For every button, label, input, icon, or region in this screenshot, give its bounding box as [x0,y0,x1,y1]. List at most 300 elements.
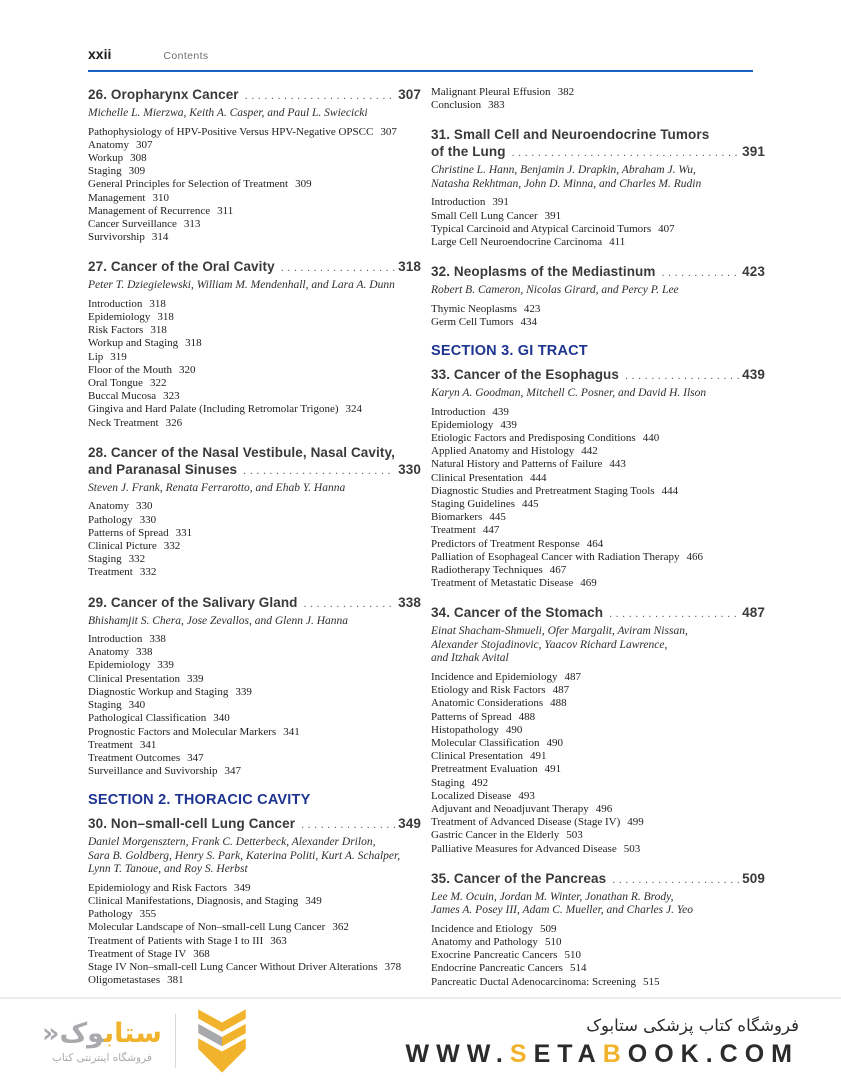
toc-dot-leader [243,463,395,480]
toc-entry-text: Epidemiology [88,659,151,672]
toc-title-line [88,815,421,834]
toc-entries [431,86,765,112]
toc-entry-page: 490 [546,736,563,749]
toc-entry-page: 319 [110,350,127,363]
toc-entry-text: Epidemiology and Risk Factors [88,881,228,894]
toc-entry [431,750,765,763]
toc-entry [88,390,421,403]
toc-entry-page: 514 [569,962,587,975]
store-url-segment: S [509,1039,534,1068]
toc-entry [431,697,765,710]
toc-entry-page: 383 [488,99,505,112]
toc-entry-page: 309 [295,178,312,191]
toc-entry-text: Treatment of Stage IV [88,947,187,960]
toc-entry-page: 330 [139,513,157,526]
toc-dot-leader [281,260,395,277]
toc-entry-page: 332 [163,539,181,552]
toc-authors [88,107,421,121]
toc-entry-text: Conclusion [431,99,482,112]
toc-entry-page: 488 [550,697,567,710]
toc-entry-page: 330 [135,500,153,513]
toc-entry [431,724,765,737]
toc-entry-page: 442 [581,445,598,458]
toc-authors [88,615,421,629]
setabook-logo-subtitle: فروشگاه اینترنتی کتاب [51,1051,152,1064]
toc-entry-page: 331 [175,526,193,539]
toc-entry [431,524,765,537]
toc-entry-text: Treatment [431,524,476,537]
toc-entry-page: 339 [157,659,174,672]
toc-entry-text: Clinical Presentation [431,750,523,763]
toc-entry-page: 509 [540,922,557,935]
toc-entry [88,908,421,921]
toc-chapter-page: 318 [398,259,421,275]
running-title: Contents [163,50,209,62]
toc-entry-page [643,989,660,990]
toc-entry [88,895,421,908]
toc-entry-text: Clinical Presentation [431,471,523,484]
toc-entry-text: Pathophysiology of HPV-Positive Versus HPV-Negative OPSCC [88,125,374,138]
toc-entry-page: 496 [595,803,613,815]
toc-entry-text: Palliation of Esophageal Cancer with Radiation Therapy [431,550,680,563]
toc-entry-text: Clinical Picture [88,539,157,552]
toc-entry-page: 411 [609,236,626,249]
toc-entry-page: 440 [642,432,660,445]
toc-entry [431,962,765,975]
toc-title-line [431,870,765,889]
toc-entry-page: 349 [305,895,322,908]
toc-entry [431,445,765,458]
toc-entry-text: Oral Tongue [88,377,143,390]
toc-title-line [431,143,765,162]
toc-title-line [431,263,765,282]
toc-title-line [431,126,765,143]
toc-entry [431,223,765,236]
toc-chapter-block [88,258,421,430]
toc-entry [431,829,765,842]
toc-entry-page: 423 [523,302,541,315]
toc-entry-page: 447 [482,524,500,537]
toc-entry [88,298,421,311]
toc-entry-text: Patterns of Spread [431,710,512,723]
toc-dot-leader [609,606,739,623]
toc-entry [431,196,765,209]
toc-entry-page: 443 [609,458,626,471]
toc-entry [431,236,765,249]
toc-entry-text: Diagnostic Studies and Pretreatment Staging Tools [431,484,655,497]
toc-chapter-title [88,258,421,277]
toc-entry-text: Diagnostic Workup and Staging [88,685,229,698]
toc-entry-page: 341 [139,738,157,751]
toc-entry [431,564,765,577]
toc-entry [431,303,765,316]
toc-entry-page: 464 [586,537,604,550]
toc-entry [431,511,765,524]
toc-entry [431,99,765,112]
toc-entry [431,577,765,590]
toc-authors [431,164,765,191]
toc-authors-line: Alexander Stojadinovic, Yaacov Richard Lawrence, [431,638,668,651]
toc-entry-page: 492 [471,776,489,789]
toc-entry [88,553,421,566]
toc-entry-page: 320 [179,363,196,376]
toc-title-text: 28. Cancer of the Nasal Vestibule, Nasal Cavity, [88,444,395,460]
toc-chapter-title [88,444,421,480]
toc-entry-text: Biomarkers [431,511,483,524]
toc-entry-text: Introduction [431,405,486,418]
toc-entry [431,316,765,329]
toc-chapter-title [431,870,765,889]
toc-entry [88,364,421,377]
toc-entry [431,485,765,498]
toc-entry-page: 311 [217,204,234,217]
toc-entry-page: 439 [500,418,517,431]
toc-entry-page: 324 [345,403,363,416]
toc-entry [88,139,421,152]
toc-entry [88,699,421,712]
toc-entry [431,472,765,485]
toc-entry-page: 326 [165,416,183,429]
toc-entry-page: 339 [235,685,252,698]
toc-entries [88,633,421,778]
toc-dot-leader [301,817,395,834]
footer-divider [0,997,841,999]
toc-entry-text: Introduction [431,196,486,209]
toc-entry-text: Anatomy [88,500,129,513]
toc-entry [88,712,421,725]
toc-entry [88,948,421,961]
toc-entry-page: 469 [580,577,597,590]
toc-entry [431,538,765,551]
toc-entry-text: Treatment [88,738,133,751]
toc-chapter-block [88,815,421,987]
toc-entry-text: Typical Carcinoid and Atypical Carcinoid Tumors [431,222,652,235]
toc-entry [88,659,421,672]
toc-entry-page: 368 [193,947,210,960]
toc-authors-line: Peter T. Dziegielewski, William M. Mendenhall, and Lara A. Dunn [88,279,395,292]
toc-entry-text: Staging [88,699,122,712]
toc-authors-line: Christine L. Hann, Benjamin J. Drapkin, Abraham J. Wu, [431,164,696,177]
toc-entry [88,974,421,987]
toc-authors-line: Natasha Rekhtman, John D. Minna, and Charles M. Rudin [431,177,702,190]
toc-entry-page: 378 [384,961,402,974]
toc-entry-page: 467 [549,564,567,577]
toc-entries [431,406,765,591]
toc-entry-page: 510 [544,936,562,949]
toc-chapter-block [431,263,765,329]
toc-entry-text: Workup [88,151,124,164]
toc-authors [88,279,421,293]
toc-entry-page: 322 [149,377,167,390]
toc-entry-text: Incidence and Epidemiology [431,670,558,683]
toc-entry-text: Palliative Measures for Advanced Disease [431,842,617,855]
toc-authors [88,836,421,877]
toc-entry-text: Pretreatment Evaluation [431,763,538,776]
toc-chapter-block [431,604,765,855]
toc-entry [88,403,421,416]
toc-authors-line: Sara B. Goldberg, Henry S. Park, Katerina Politi, Kurt A. Schalper, [88,849,401,862]
toc-entry-text: Staging Guidelines [431,498,516,511]
toc-entry-page: 493 [518,789,535,802]
toc-authors [431,625,765,666]
toc-entry-text: Adjuvant and Neoadjuvant Therapy [431,803,589,815]
toc-entry [431,498,765,511]
toc-title-text: 30. Non–small-cell Lung Cancer [88,816,296,832]
toc-entry-text: Pathology [88,908,133,921]
toc-entries [431,196,765,249]
toc-entry-page: 347 [187,751,204,764]
toc-entries [88,500,421,579]
toc-title-line [431,366,765,385]
toc-entry [88,218,421,231]
toc-entry-page: 332 [139,566,157,579]
toc-chapter-page: 487 [742,605,765,621]
toc-entry [88,921,421,934]
toc-entry [88,311,421,324]
store-url-segment: ETA [533,1039,603,1068]
toc-title-text: of the Lung [431,144,506,160]
toc-entry-page: 491 [529,750,547,763]
toc-title-text: 27. Cancer of the Oral Cavity [88,259,275,275]
store-url-segment: OOK.COM [627,1039,799,1068]
toc-dot-leader [245,88,396,105]
toc-entry [431,458,765,471]
toc-entry-text: Stage IV Non–small-cell Lung Cancer Without Driver Alterations [88,961,378,974]
toc-entry-page: 309 [128,165,146,178]
toc-entry-page: 503 [566,829,583,842]
toc-entry-text: Incidence and Etiology [431,922,534,935]
toc-entry-text: Etiology and Risk Factors [431,684,546,697]
toc-authors-line: Karyn A. Goodman, Mitchell C. Posner, and David H. Ilson [431,387,707,400]
toc-entry [431,671,765,684]
toc-entry-text: Treatment [88,566,133,579]
toc-title-line [88,594,421,613]
toc-entry-page: 391 [492,196,509,209]
toc-chapter-page: 349 [398,816,421,832]
toc-entry [88,726,421,739]
toc-entry-text: Buccal Mucosa [88,390,157,403]
store-title-farsi: فروشگاه کتاب پزشکی ستابوک [586,1015,799,1035]
toc-column-right [431,86,765,990]
setabook-chevron-logo-icon [189,1008,255,1074]
toc-entry-text: Radiotherapy Techniques [431,564,543,577]
toc-entry-text: Risk Factors [88,324,144,337]
toc-entry [88,192,421,205]
toc-entry [88,500,421,513]
toc-authors-line: Bhishamjit S. Chera, Jose Zevallos, and Glenn J. Hanna [88,614,349,627]
toc-authors-line: and Itzhak Avital [431,652,509,665]
toc-entry [88,540,421,553]
toc-entry-page: 340 [213,712,230,725]
toc-dot-leader [512,145,740,162]
footer-right-block [406,1016,799,1067]
toc-entry [88,324,421,337]
toc-entry-text [431,989,636,990]
toc-entry [88,566,421,579]
toc-entry [88,935,421,948]
toc-entry-text: Localized Disease [431,789,512,802]
toc-entry-page: 439 [492,405,509,418]
toc-continuation-block [431,86,765,112]
toc-entry [431,86,765,99]
toc-entry [431,432,765,445]
toc-entry [431,777,765,790]
toc-entry-text: Gingiva and Hard Palate (Including Retromolar Trigone) [88,403,339,416]
toc-entry-page: 381 [167,974,184,987]
toc-entry [88,686,421,699]
toc-entry-page: 332 [128,553,146,566]
toc-chapter-title [431,126,765,162]
toc-title-line [88,86,421,105]
toc-entry-page: 307 [380,125,397,138]
toc-entry [431,210,765,223]
toc-entry-text: Patterns of Spread [88,526,169,539]
toc-entry-page: 487 [564,670,581,683]
toc-entry-page: 355 [139,908,157,921]
toc-entry-text: Neck Treatment [88,416,159,429]
toc-entry-page: 487 [552,684,570,697]
toc-entry-text: Etiologic Factors and Predisposing Conditions [431,432,636,445]
toc-entry-text: Pancreatic Ductal Adenocarcinoma: Screening [431,975,636,988]
toc-entry [431,711,765,724]
toc-entry-text: Gastric Cancer in the Elderly [431,829,560,842]
toc-entry-page: 341 [283,725,300,738]
toc-entry-text: Anatomic Considerations [431,697,544,710]
toc-entry [431,949,765,962]
toc-entry [88,165,421,178]
toc-entry [431,790,765,803]
toc-dot-leader [662,265,740,282]
toc-entry [88,646,421,659]
toc-chapter-title [431,263,765,282]
setabook-wordmark-block [42,1019,162,1064]
toc-entry-page: 382 [557,86,575,98]
toc-title-text: 33. Cancer of the Esophagus [431,367,619,383]
toc-entry-text: Clinical Manifestations, Diagnosis, and Staging [88,895,299,908]
toc-title-text: 29. Cancer of the Salivary Gland [88,594,298,610]
toc-entries [431,671,765,856]
toc-section-heading: SECTION 2. THORACIC CAVITY [88,792,311,809]
toc-entry-page: 444 [661,484,679,497]
toc-entry-text: Pathological Classification [88,712,207,725]
toc-entry [88,231,421,244]
toc-entry-text: Anatomy [88,646,129,659]
toc-entry [431,936,765,949]
toc-entry-page: 323 [163,390,180,403]
toc-entry-page: 407 [658,222,675,235]
toc-chapter-title [431,366,765,385]
toc-entry-text: Treatment of Metastatic Disease [431,577,574,590]
toc-entry [88,752,421,765]
toc-entry-text: Small Cell Lung Cancer [431,209,538,222]
toc-entry-page: 434 [520,315,538,328]
toc-entry-text: Natural History and Patterns of Failure [431,458,603,471]
toc-chapter-page: 423 [742,264,765,280]
toc-entry-page: 491 [544,763,562,776]
toc-authors-line: Michelle L. Mierzwa, Keith A. Casper, and Paul L. Swiecicki [88,107,368,119]
toc-entry [88,514,421,527]
toc-entry-page: 445 [489,511,506,524]
wordmark-gray-part: وک« [42,1017,105,1049]
toc-entry-text: Introduction [88,633,143,646]
toc-authors [88,482,421,496]
toc-authors-line: James A. Posey III, Adam C. Mueller, and Charles J. Yeo [431,904,694,917]
toc-entry-text: Epidemiology [88,311,151,324]
toc-entry-page: 510 [564,949,581,962]
toc-entry-text: Applied Anatomy and Histology [431,445,575,458]
toc-entry-page: 338 [149,633,166,646]
toc-title-text: 34. Cancer of the Stomach [431,605,604,621]
toc-title-line [88,444,421,461]
toc-entry-page: 515 [642,975,660,988]
toc-entry [88,377,421,390]
toc-entries [88,298,421,430]
wordmark-accent-part: ستاب [104,1017,162,1049]
setabook-wordmark [42,1019,162,1049]
toc-entry [431,843,765,856]
toc-entry [88,739,421,752]
toc-entries [88,882,421,988]
toc-entry-page: 307 [135,138,153,151]
logo-separator [175,1014,176,1068]
toc-entry-page: 349 [234,881,251,894]
toc-entry-page: 445 [522,498,539,511]
toc-authors [431,891,765,918]
toc-entry-page: 488 [518,710,536,723]
toc-entry-text: Anatomy [88,138,129,151]
toc-entry [431,737,765,750]
toc-entry-text: General Principles for Selection of Treatment [88,178,289,191]
toc-entry-text: Pathology [88,513,133,526]
toc-title-text: 35. Cancer of the Pancreas [431,870,607,886]
footer-banner [0,1002,841,1080]
toc-entry-text: Staging [88,165,122,178]
toc-entry-text: Clinical Presentation [88,672,180,685]
toc-entry [431,406,765,419]
toc-authors-line: Lee M. Ocuin, Jordan M. Winter, Jonathan R. Brody, [431,890,674,903]
toc-title-line [431,604,765,623]
toc-chapter-block [88,86,421,244]
toc-entry [431,803,765,816]
toc-entry [431,763,765,776]
toc-entry-page: 444 [529,471,547,484]
toc-entry-text: Survivorship [88,231,145,244]
toc-title-text: 31. Small Cell and Neuroendocrine Tumors [431,127,710,143]
toc-entry-page: 362 [332,921,349,934]
toc-dot-leader [612,872,739,889]
toc-entry [431,923,765,936]
toc-entry-page: 339 [186,672,204,685]
toc-entry [88,527,421,540]
toc-title-text: and Paranasal Sinuses [88,461,238,477]
toc-title-line [88,258,421,277]
toc-authors-line: Daniel Morgensztern, Frank C. Detterbeck, Alexander Drilon, [88,836,376,849]
toc-entries [431,923,765,990]
store-url-segment: WWW. [405,1039,510,1068]
toc-entry-text: Management of Recurrence [88,204,211,217]
toc-chapter-block [431,126,765,249]
header-rule [88,70,753,72]
toc-authors-line: Lynn T. Tanoue, and Roy S. Herbst [88,863,248,876]
toc-entry-text: Floor of the Mouth [88,363,173,376]
toc-entry [431,419,765,432]
toc-entry-text: Cancer Surveillance [88,217,177,230]
toc-chapter-block [88,444,421,580]
toc-entry [88,351,421,364]
folio-page-number: xxii [88,46,112,62]
toc-title-text: 26. Oropharynx Cancer [88,87,239,102]
toc-entry-text: Histopathology [431,723,499,736]
